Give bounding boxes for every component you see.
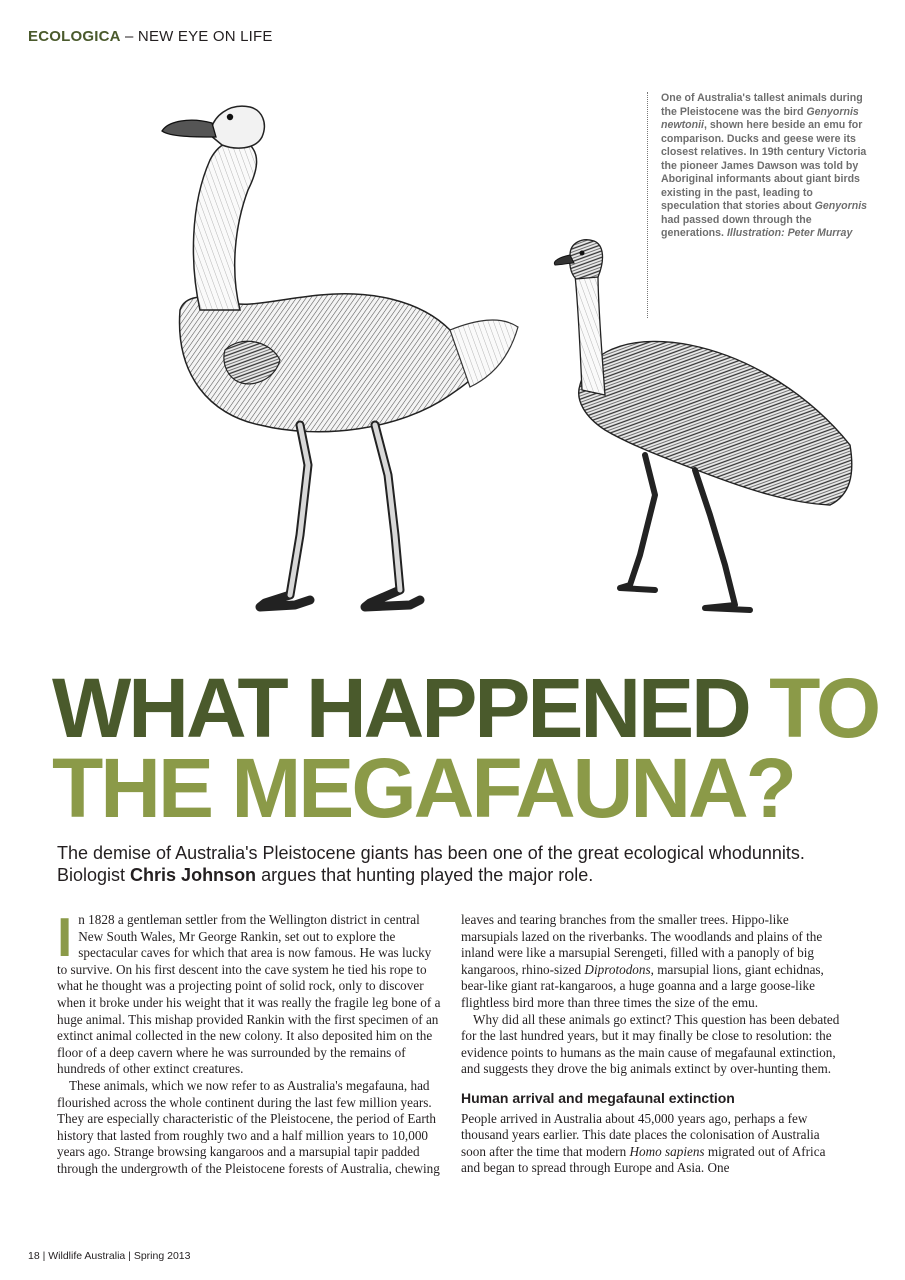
section-subtitle: – NEW EYE ON LIFE bbox=[120, 28, 273, 45]
p2-cont-b: , marsupial lions, giant echidnas, bear-like giant rat-kangaroos, a huge goanna and a large goose-like flightless bird more than three times the size of the emu. bbox=[461, 961, 824, 1010]
paragraph-1-text: n 1828 a gentleman settler from the Wellington district in central New South Wales, Mr George Rankin, set out to explore the spectacular caves for which that area is now famous. He was lucky to survive. On his first descent into the cave system he tied his rope to what he thought was a projecting point of solid rock, only to discover when it broke under his weight that it was really the fragile leg bone of a huge animal. This mishap provided Rankin with the first specimen of an extinct animal collected in the new colony. It also deposited him on the floor of a deep cavern where he was surrounded by the remains of hundreds of other extinct creatures. bbox=[57, 912, 441, 1077]
illustration-caption bbox=[647, 92, 871, 318]
section-brand: ECOLOGICA bbox=[28, 28, 121, 45]
paragraph-3: Why did all these animals go extinct? This question has been debated for the last hundred years, but it may finally be close to resolution: the evidence points to humans as the main cause of megafaunal extinction, and suggests they drove the big animals extinct by over-hunting them. bbox=[461, 1011, 840, 1077]
caption-credit: Illustration: Peter Murray bbox=[726, 227, 853, 239]
body-column-left bbox=[57, 906, 442, 1178]
headline-part-3: THE MEGAFAUNA? bbox=[52, 741, 794, 835]
article-standfirst bbox=[57, 842, 877, 886]
paragraph-1 bbox=[57, 906, 442, 1078]
homo-sapiens-term: Homo sapiens bbox=[629, 1143, 705, 1159]
caption-text-3: had passed down through the generations. bbox=[661, 213, 812, 239]
section-header bbox=[28, 28, 273, 45]
diprotodon-term: Diprotodons bbox=[584, 961, 651, 977]
p4-a: People arrived in Australia about 45,000 years ago, perhaps a few thousand years earlier. This date places the colonisation of Australia soon after the time that modern bbox=[461, 1110, 820, 1159]
paragraph-2: These animals, which we now refer to as Australia's megafauna, had flourished across the whole continent during the last few million years. They are especially characteristic of the Pleistocene, the period of Earth history that lasted from roughly two and a half million years to 10,000 years ago. Strange browsing kangaroos and a marsupial tapir padded through the undergrowth of the Pleistocene forests of Australia, chewing bbox=[57, 1077, 440, 1176]
paragraph-2-continued bbox=[461, 912, 846, 1012]
headline-part-1: WHAT HAPPENED bbox=[52, 661, 770, 755]
standfirst-post-author: argues that hunting played the major role. bbox=[256, 865, 594, 885]
genyornis-figure bbox=[162, 106, 518, 607]
p4-b: migrated out of Africa and began to spread through Europe and Asia. One bbox=[461, 1143, 826, 1176]
caption-text-1: One of Australia's tallest animals during the Pleistocene was the bird bbox=[661, 92, 863, 118]
paragraph-4 bbox=[461, 1111, 846, 1177]
standfirst-line-1: The demise of Australia's Pleistocene giants has been one of the great ecological whodunnits. bbox=[57, 843, 805, 863]
subheading: Human arrival and megafaunal extinction bbox=[461, 1089, 735, 1106]
body-column-right bbox=[461, 912, 846, 1177]
page-footer: 18 | Wildlife Australia | Spring 2013 bbox=[28, 1250, 191, 1262]
headline-part-2: TO bbox=[769, 661, 879, 755]
caption-text-2: , shown here beside an emu for comparison. Ducks and geese were its closest relatives. In 19th century Victoria the pioneer James Dawson was told by Aboriginal informants about giant birds existing in the past, leading to speculation that stories about bbox=[661, 119, 867, 212]
caption-species: Genyornis newtonii bbox=[661, 105, 859, 131]
standfirst-pre-author: Biologist bbox=[57, 865, 131, 885]
drop-cap: I bbox=[57, 906, 73, 968]
caption-genus: Genyornis bbox=[814, 200, 868, 212]
p2-cont-a: leaves and tearing branches from the smaller trees. Hippo-like marsupials lazed on the riverbanks. The woodlands and plains of the inland were like a marsupial Serengeti, filled with a panoply of big kangaroos, rhino-sized bbox=[461, 912, 823, 977]
author-name: Chris Johnson bbox=[130, 865, 257, 885]
article-headline bbox=[52, 661, 879, 835]
